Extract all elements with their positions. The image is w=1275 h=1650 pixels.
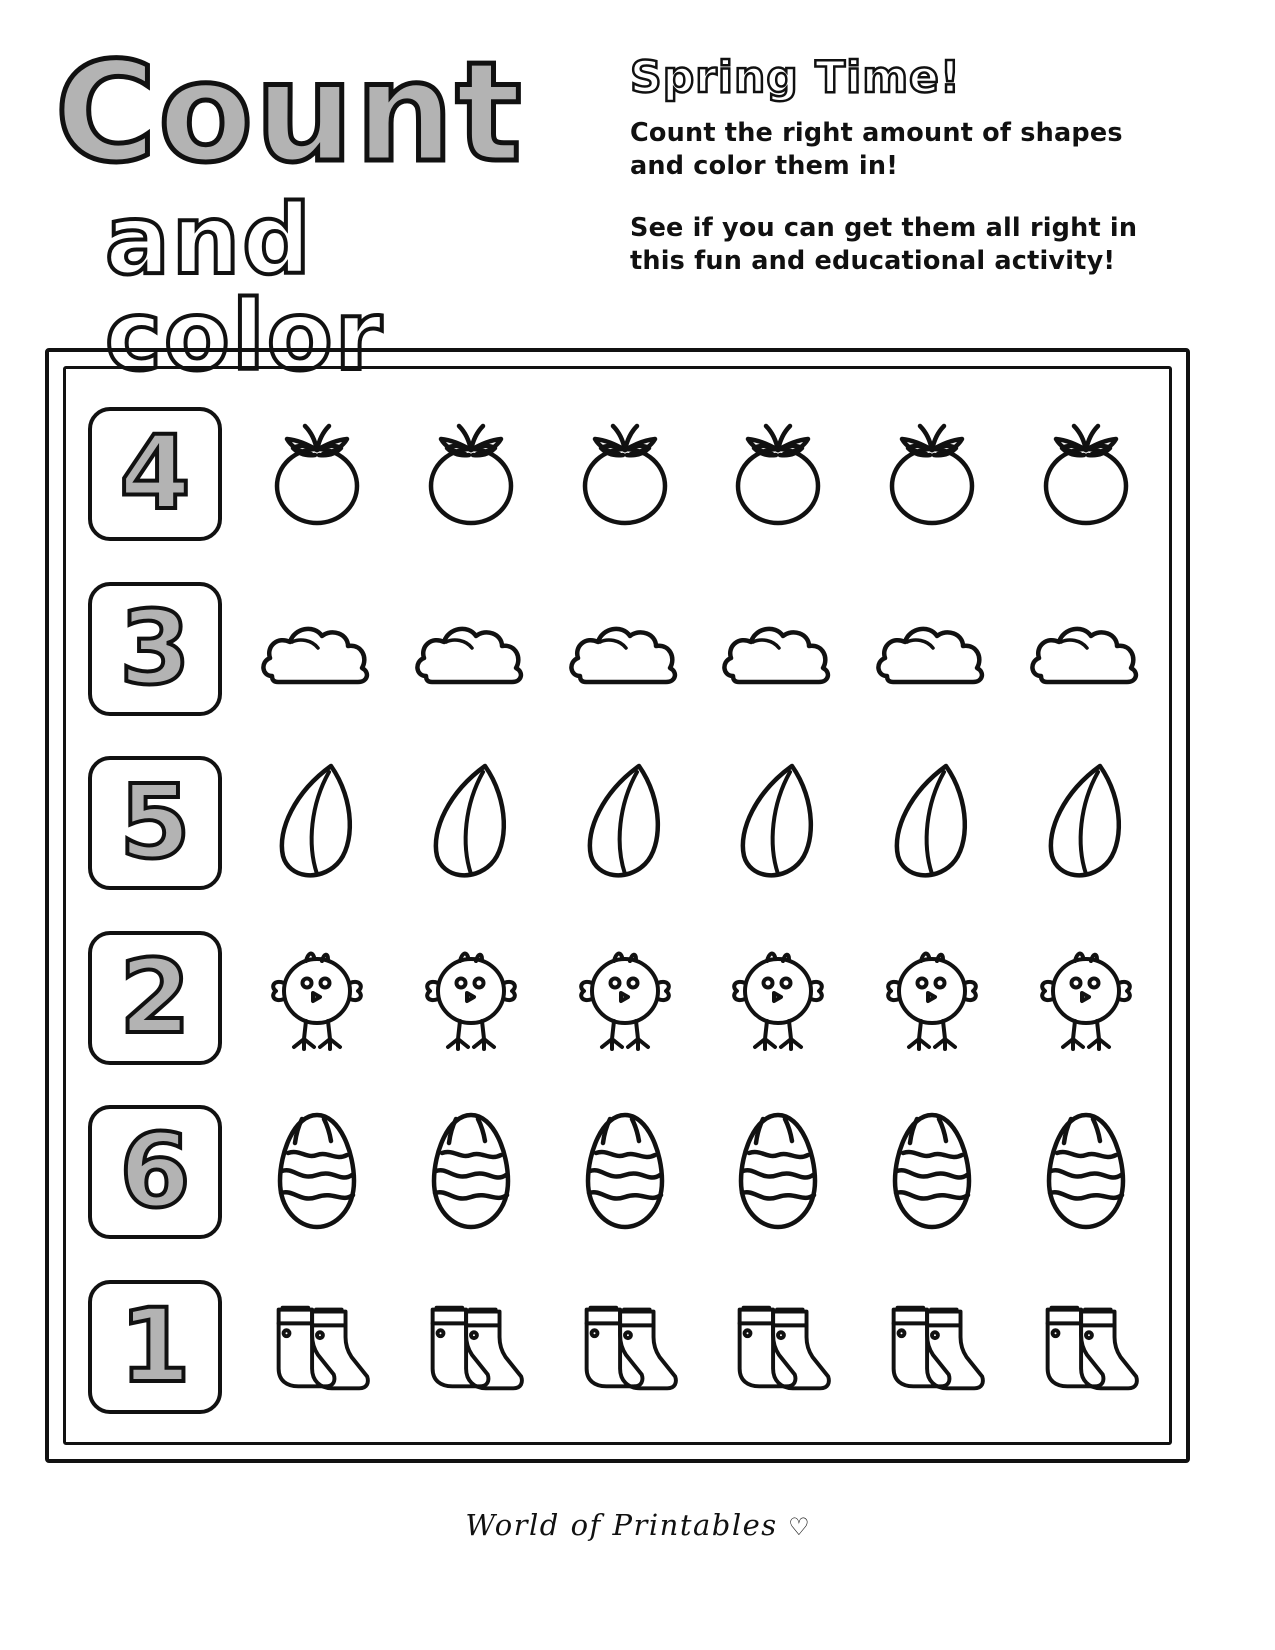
leaf-icon[interactable] bbox=[1026, 756, 1146, 891]
brand-name: World of Printables bbox=[465, 1508, 778, 1542]
easter-egg-icon[interactable] bbox=[565, 1105, 685, 1240]
title-line-count: Count bbox=[55, 32, 524, 193]
footer bbox=[0, 1508, 1275, 1542]
rain-boots-icon[interactable] bbox=[257, 1279, 377, 1414]
shape-group-easter-egg bbox=[240, 1085, 1163, 1260]
number-box bbox=[88, 931, 222, 1065]
row-number: 3 bbox=[119, 588, 191, 708]
leaf-icon[interactable] bbox=[257, 756, 377, 891]
tomato-icon[interactable] bbox=[1026, 407, 1146, 542]
number-box bbox=[88, 1105, 222, 1239]
worksheet-row bbox=[88, 911, 1163, 1086]
worksheet-header bbox=[0, 32, 1275, 392]
worksheet-frame bbox=[45, 348, 1190, 1463]
worksheet-row bbox=[88, 387, 1163, 562]
easter-egg-icon[interactable] bbox=[1026, 1105, 1146, 1240]
number-box bbox=[88, 407, 222, 541]
worksheet-row bbox=[88, 736, 1163, 911]
chick-icon[interactable] bbox=[1026, 930, 1146, 1065]
rain-boots-icon[interactable] bbox=[718, 1279, 838, 1414]
worksheet-row bbox=[88, 562, 1163, 737]
tomato-icon[interactable] bbox=[411, 407, 531, 542]
chick-icon[interactable] bbox=[257, 930, 377, 1065]
cloud-icon[interactable] bbox=[718, 581, 838, 716]
instructions-block bbox=[630, 52, 1150, 278]
shape-group-cloud bbox=[240, 562, 1163, 737]
instructions-paragraph-2: See if you can get them all right in this fun and educational activity! bbox=[630, 213, 1138, 276]
shape-group-rain-boots bbox=[240, 1260, 1163, 1435]
cloud-icon[interactable] bbox=[257, 581, 377, 716]
row-number: 4 bbox=[119, 414, 191, 534]
easter-egg-icon[interactable] bbox=[411, 1105, 531, 1240]
chick-icon[interactable] bbox=[872, 930, 992, 1065]
easter-egg-icon[interactable] bbox=[872, 1105, 992, 1240]
instructions-title: Spring Time! bbox=[630, 52, 961, 103]
cloud-icon[interactable] bbox=[565, 581, 685, 716]
number-box bbox=[88, 756, 222, 890]
cloud-icon[interactable] bbox=[411, 581, 531, 716]
easter-egg-icon[interactable] bbox=[257, 1105, 377, 1240]
tomato-icon[interactable] bbox=[257, 407, 377, 542]
leaf-icon[interactable] bbox=[872, 756, 992, 891]
cloud-icon[interactable] bbox=[872, 581, 992, 716]
leaf-icon[interactable] bbox=[411, 756, 531, 891]
tomato-icon[interactable] bbox=[872, 407, 992, 542]
shape-group-leaf bbox=[240, 736, 1163, 911]
rain-boots-icon[interactable] bbox=[565, 1279, 685, 1414]
worksheet-row bbox=[88, 1085, 1163, 1260]
leaf-icon[interactable] bbox=[565, 756, 685, 891]
worksheet-row bbox=[88, 1260, 1163, 1435]
tomato-icon[interactable] bbox=[565, 407, 685, 542]
row-number: 6 bbox=[119, 1112, 191, 1232]
number-box bbox=[88, 1280, 222, 1414]
heart-icon: ♡ bbox=[788, 1514, 810, 1541]
worksheet-rows bbox=[66, 379, 1169, 1442]
rain-boots-icon[interactable] bbox=[872, 1279, 992, 1414]
instructions-paragraph-1: Count the right amount of shapes and color them in! bbox=[630, 118, 1123, 181]
worksheet-title bbox=[55, 32, 615, 392]
rain-boots-icon[interactable] bbox=[1026, 1279, 1146, 1414]
row-number: 1 bbox=[119, 1286, 191, 1406]
leaf-icon[interactable] bbox=[718, 756, 838, 891]
easter-egg-icon[interactable] bbox=[718, 1105, 838, 1240]
shape-group-chick bbox=[240, 911, 1163, 1086]
cloud-icon[interactable] bbox=[1026, 581, 1146, 716]
chick-icon[interactable] bbox=[565, 930, 685, 1065]
row-number: 5 bbox=[119, 763, 191, 883]
tomato-icon[interactable] bbox=[718, 407, 838, 542]
rain-boots-icon[interactable] bbox=[411, 1279, 531, 1414]
chick-icon[interactable] bbox=[411, 930, 531, 1065]
title-line-and-color: and color bbox=[105, 184, 385, 392]
chick-icon[interactable] bbox=[718, 930, 838, 1065]
row-number: 2 bbox=[119, 937, 191, 1057]
worksheet-inner-frame bbox=[63, 366, 1172, 1445]
number-box bbox=[88, 582, 222, 716]
shape-group-tomato bbox=[240, 387, 1163, 562]
